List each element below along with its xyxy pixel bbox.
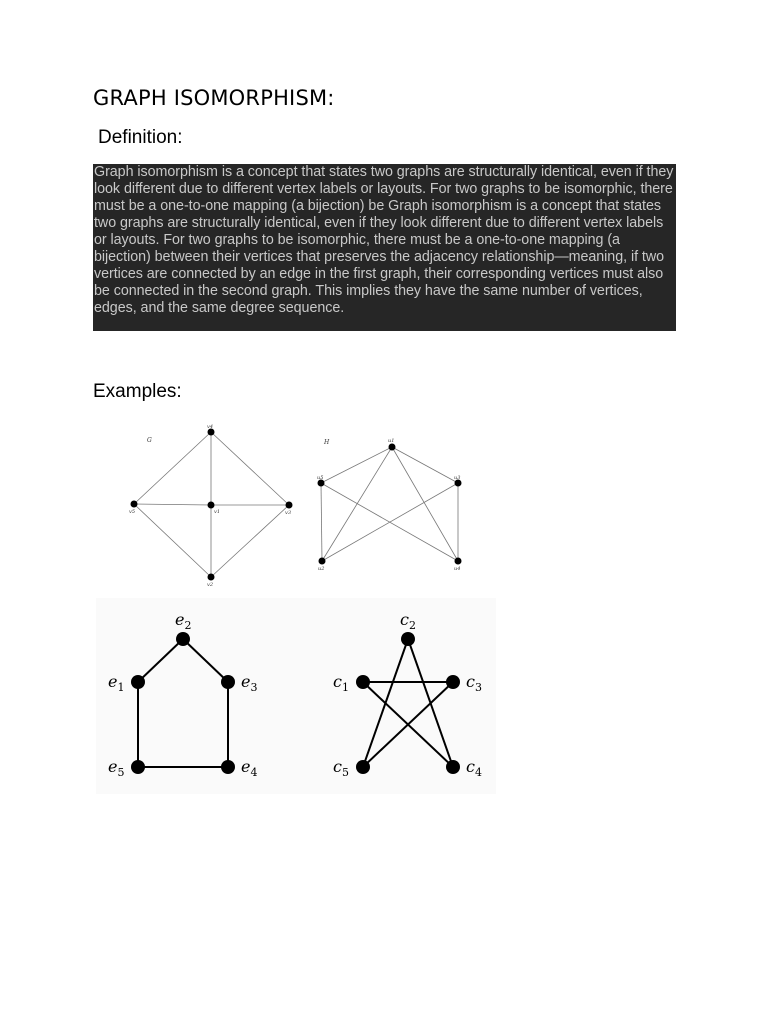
label-u3: u3 [454, 475, 461, 481]
label-v4: v4 [207, 424, 214, 430]
graph-g-label: G [147, 437, 152, 444]
label-v1: v1 [214, 509, 221, 515]
vertex-c2 [401, 632, 415, 646]
graph-e-vertices [131, 632, 235, 774]
vertex-c1 [356, 675, 370, 689]
label-u5: u5 [317, 475, 324, 481]
edge-u1-u3 [392, 447, 461, 483]
label-v3: v3 [285, 510, 292, 516]
label-e3: $e_3$ [241, 672, 258, 694]
edge-e2-e1 [138, 639, 183, 682]
examples-heading: Examples: [93, 381, 182, 402]
page-title: GRAPH ISOMORPHISM: [93, 86, 335, 110]
label-v2: v2 [207, 582, 214, 588]
label-e2: $e_2$ [175, 610, 192, 632]
label-v5: v5 [129, 509, 136, 515]
label-c4: $c_4$ [466, 757, 482, 779]
label-e1: $e_1$ [108, 672, 125, 694]
edge-v5-v1 [134, 504, 211, 505]
vertex-u1 [389, 444, 396, 451]
label-u4: u4 [454, 566, 461, 572]
graph-h [321, 447, 461, 561]
figure-graphs-g-h [125, 422, 475, 590]
label-e4: $e_4$ [241, 757, 258, 779]
vertex-v3 [286, 502, 293, 509]
graph-h-vertices [318, 444, 462, 565]
edge-e2-e3 [183, 639, 228, 682]
vertex-e1 [131, 675, 145, 689]
definition-paragraph: Graph isomorphism is a concept that states two graphs are structurally identical, even if they look different due to different vertex labels or layouts. For two graphs to be isomorphic, there must be a one-to-one mapping (a bijection) be Graph isomorphism is a concept that states two graphs are structurally identical, even if they look different due to different vertex labels or layouts. For two graphs to be isomorphic, there must be a one-to-one mapping (a bijection) between their vertices that preserves the adjacency relationship—meaning, if two vertices are connected by an edge in the first graph, their corresponding vertices must also be connected in the second graph. This implies they have the same number of vertices, edges, and the same degree sequence. [93, 164, 676, 331]
edge-v4-v5 [134, 432, 211, 504]
vertex-v2 [208, 574, 215, 581]
vertex-c5 [356, 760, 370, 774]
label-e5: $e_5$ [108, 757, 125, 779]
vertex-v1 [208, 502, 215, 509]
vertex-e5 [131, 760, 145, 774]
edge-v5-v2 [134, 504, 211, 577]
edge-v3-v2 [211, 505, 292, 577]
vertex-e2 [176, 632, 190, 646]
label-c3: $c_3$ [466, 672, 482, 694]
graph-c-vertices [356, 632, 460, 774]
vertex-e3 [221, 675, 235, 689]
edge-u1-u4 [392, 447, 461, 561]
vertex-u4 [455, 558, 462, 565]
vertex-u2 [319, 558, 326, 565]
vertex-c4 [446, 760, 460, 774]
label-u2: u2 [318, 566, 325, 572]
label-c1: $c_1$ [333, 672, 349, 694]
graph-c [363, 639, 453, 767]
label-c2: $c_2$ [400, 610, 416, 632]
graph-h-label: H [324, 439, 330, 446]
edge-u5-u2 [321, 483, 322, 561]
vertex-e4 [221, 760, 235, 774]
vertex-c3 [446, 675, 460, 689]
definition-heading: Definition: [98, 127, 183, 148]
label-c5: $c_5$ [333, 757, 349, 779]
edge-v4-v3 [211, 432, 289, 505]
figure-graphs-e-c [96, 598, 496, 794]
vertex-v5 [131, 501, 138, 508]
graph-e [138, 639, 228, 767]
edge-u1-u2 [322, 447, 392, 561]
label-u1: u1 [388, 438, 395, 444]
